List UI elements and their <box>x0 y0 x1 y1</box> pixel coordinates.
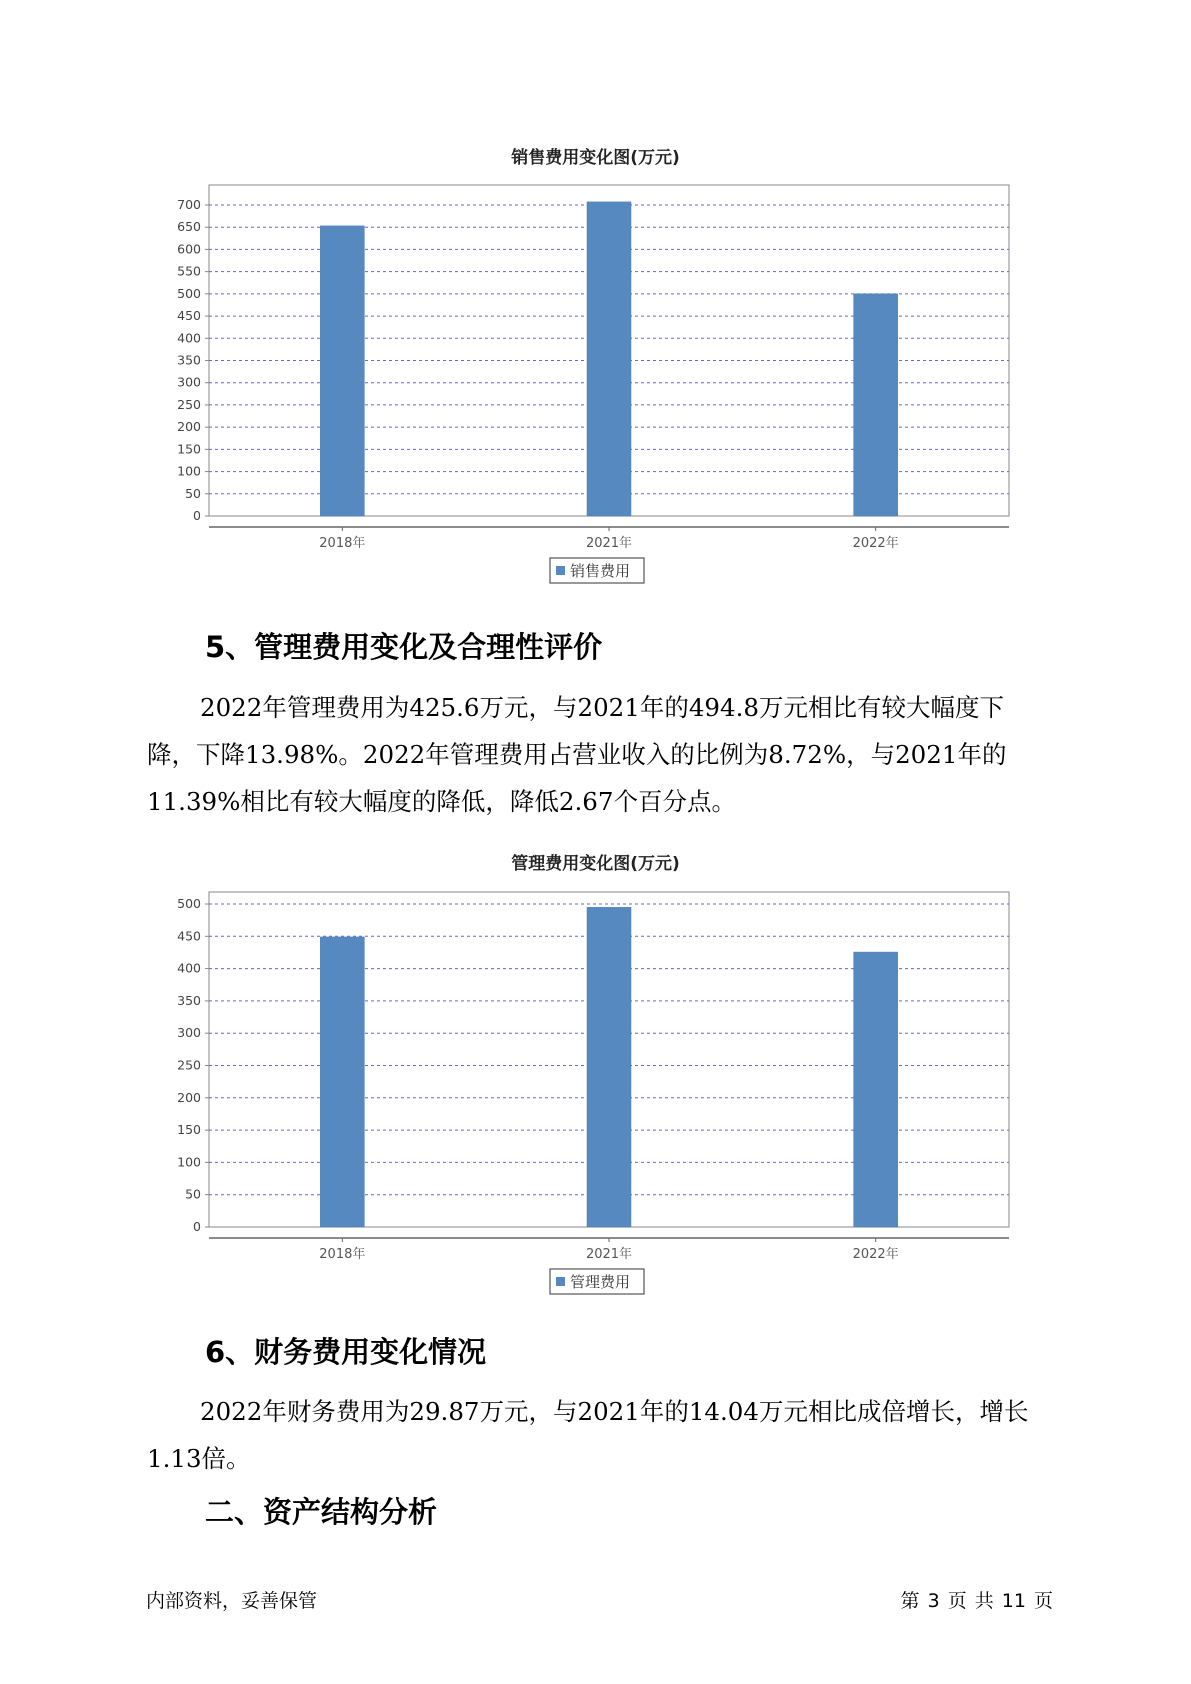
y-tick-label: 600 <box>177 241 201 257</box>
y-tick-label: 100 <box>177 1154 201 1170</box>
x-tick-label: 2021年 <box>585 1247 633 1262</box>
y-tick-label: 150 <box>177 441 201 457</box>
y-tick-label: 550 <box>177 263 201 279</box>
chart-title-admin-expense: 管理费用变化图(万元) <box>511 854 680 874</box>
section-6-paragraph: 2022年财务费用为29.87万元，与2021年的14.04万元相比成倍增长，增长1.13倍。 <box>147 1397 1029 1473</box>
y-tick-label: 450 <box>177 308 201 324</box>
y-tick-label: 300 <box>177 1025 201 1041</box>
footer-confidential-note: 内部资料，妥善保管 <box>146 1590 318 1612</box>
y-tick-label: 500 <box>177 285 201 301</box>
y-tick-label: 0 <box>193 508 201 523</box>
y-tick-label: 400 <box>177 960 201 976</box>
chart-title-sales-expense: 销售费用变化图(万元) <box>511 148 680 168</box>
x-tick-label: 2018年 <box>319 1247 366 1262</box>
y-tick-label: 50 <box>185 485 201 501</box>
y-tick-label: 350 <box>177 352 201 368</box>
x-tick-label: 2021年 <box>585 536 633 551</box>
y-tick-label: 450 <box>177 928 201 944</box>
legend-swatch <box>556 1277 565 1286</box>
bar-2022年 <box>854 952 898 1227</box>
y-tick-label: 200 <box>177 1089 201 1105</box>
bar-2018年 <box>320 937 364 1227</box>
y-tick-label: 0 <box>193 1219 201 1234</box>
y-tick-label: 650 <box>177 219 201 235</box>
footer-page-number: 第 3 页 共 11 页 <box>900 1590 1053 1612</box>
y-tick-label: 250 <box>177 1057 201 1073</box>
legend-swatch <box>556 566 565 575</box>
y-tick-label: 150 <box>177 1122 201 1138</box>
bar-2022年 <box>854 294 898 516</box>
y-tick-label: 50 <box>185 1186 201 1202</box>
y-tick-label: 100 <box>177 463 201 479</box>
section-5-paragraph: 2022年管理费用为425.6万元，与2021年的494.8万元相比有较大幅度下降，下降13.98%。2022年管理费用占营业收入的比例为8.72%，与2021年的11.39%相比有较大幅度的降低，降低2.67个百分点。 <box>147 693 1007 816</box>
section-5-heading: 5、管理费用变化及合理性评价 <box>205 630 603 664</box>
y-tick-label: 300 <box>177 374 201 390</box>
legend-label: 管理费用 <box>570 1273 631 1291</box>
x-tick-label: 2022年 <box>852 536 899 551</box>
section-two-heading: 二、资产结构分析 <box>205 1495 438 1529</box>
y-tick-label: 350 <box>177 992 201 1008</box>
x-tick-label: 2018年 <box>319 536 366 551</box>
bar-2021年 <box>587 202 631 516</box>
chart-sales-expense <box>0 170 1191 590</box>
section-6-heading: 6、财务费用变化情况 <box>205 1335 487 1369</box>
bar-2018年 <box>320 226 364 516</box>
y-tick-label: 700 <box>177 197 201 212</box>
bar-2021年 <box>587 907 631 1227</box>
legend-label: 销售费用 <box>570 562 631 580</box>
y-tick-label: 400 <box>177 330 201 346</box>
x-tick-label: 2022年 <box>852 1247 899 1262</box>
y-tick-label: 250 <box>177 396 201 412</box>
chart-admin-expense <box>0 880 1191 1300</box>
y-tick-label: 200 <box>177 419 201 435</box>
y-tick-label: 500 <box>177 896 201 911</box>
